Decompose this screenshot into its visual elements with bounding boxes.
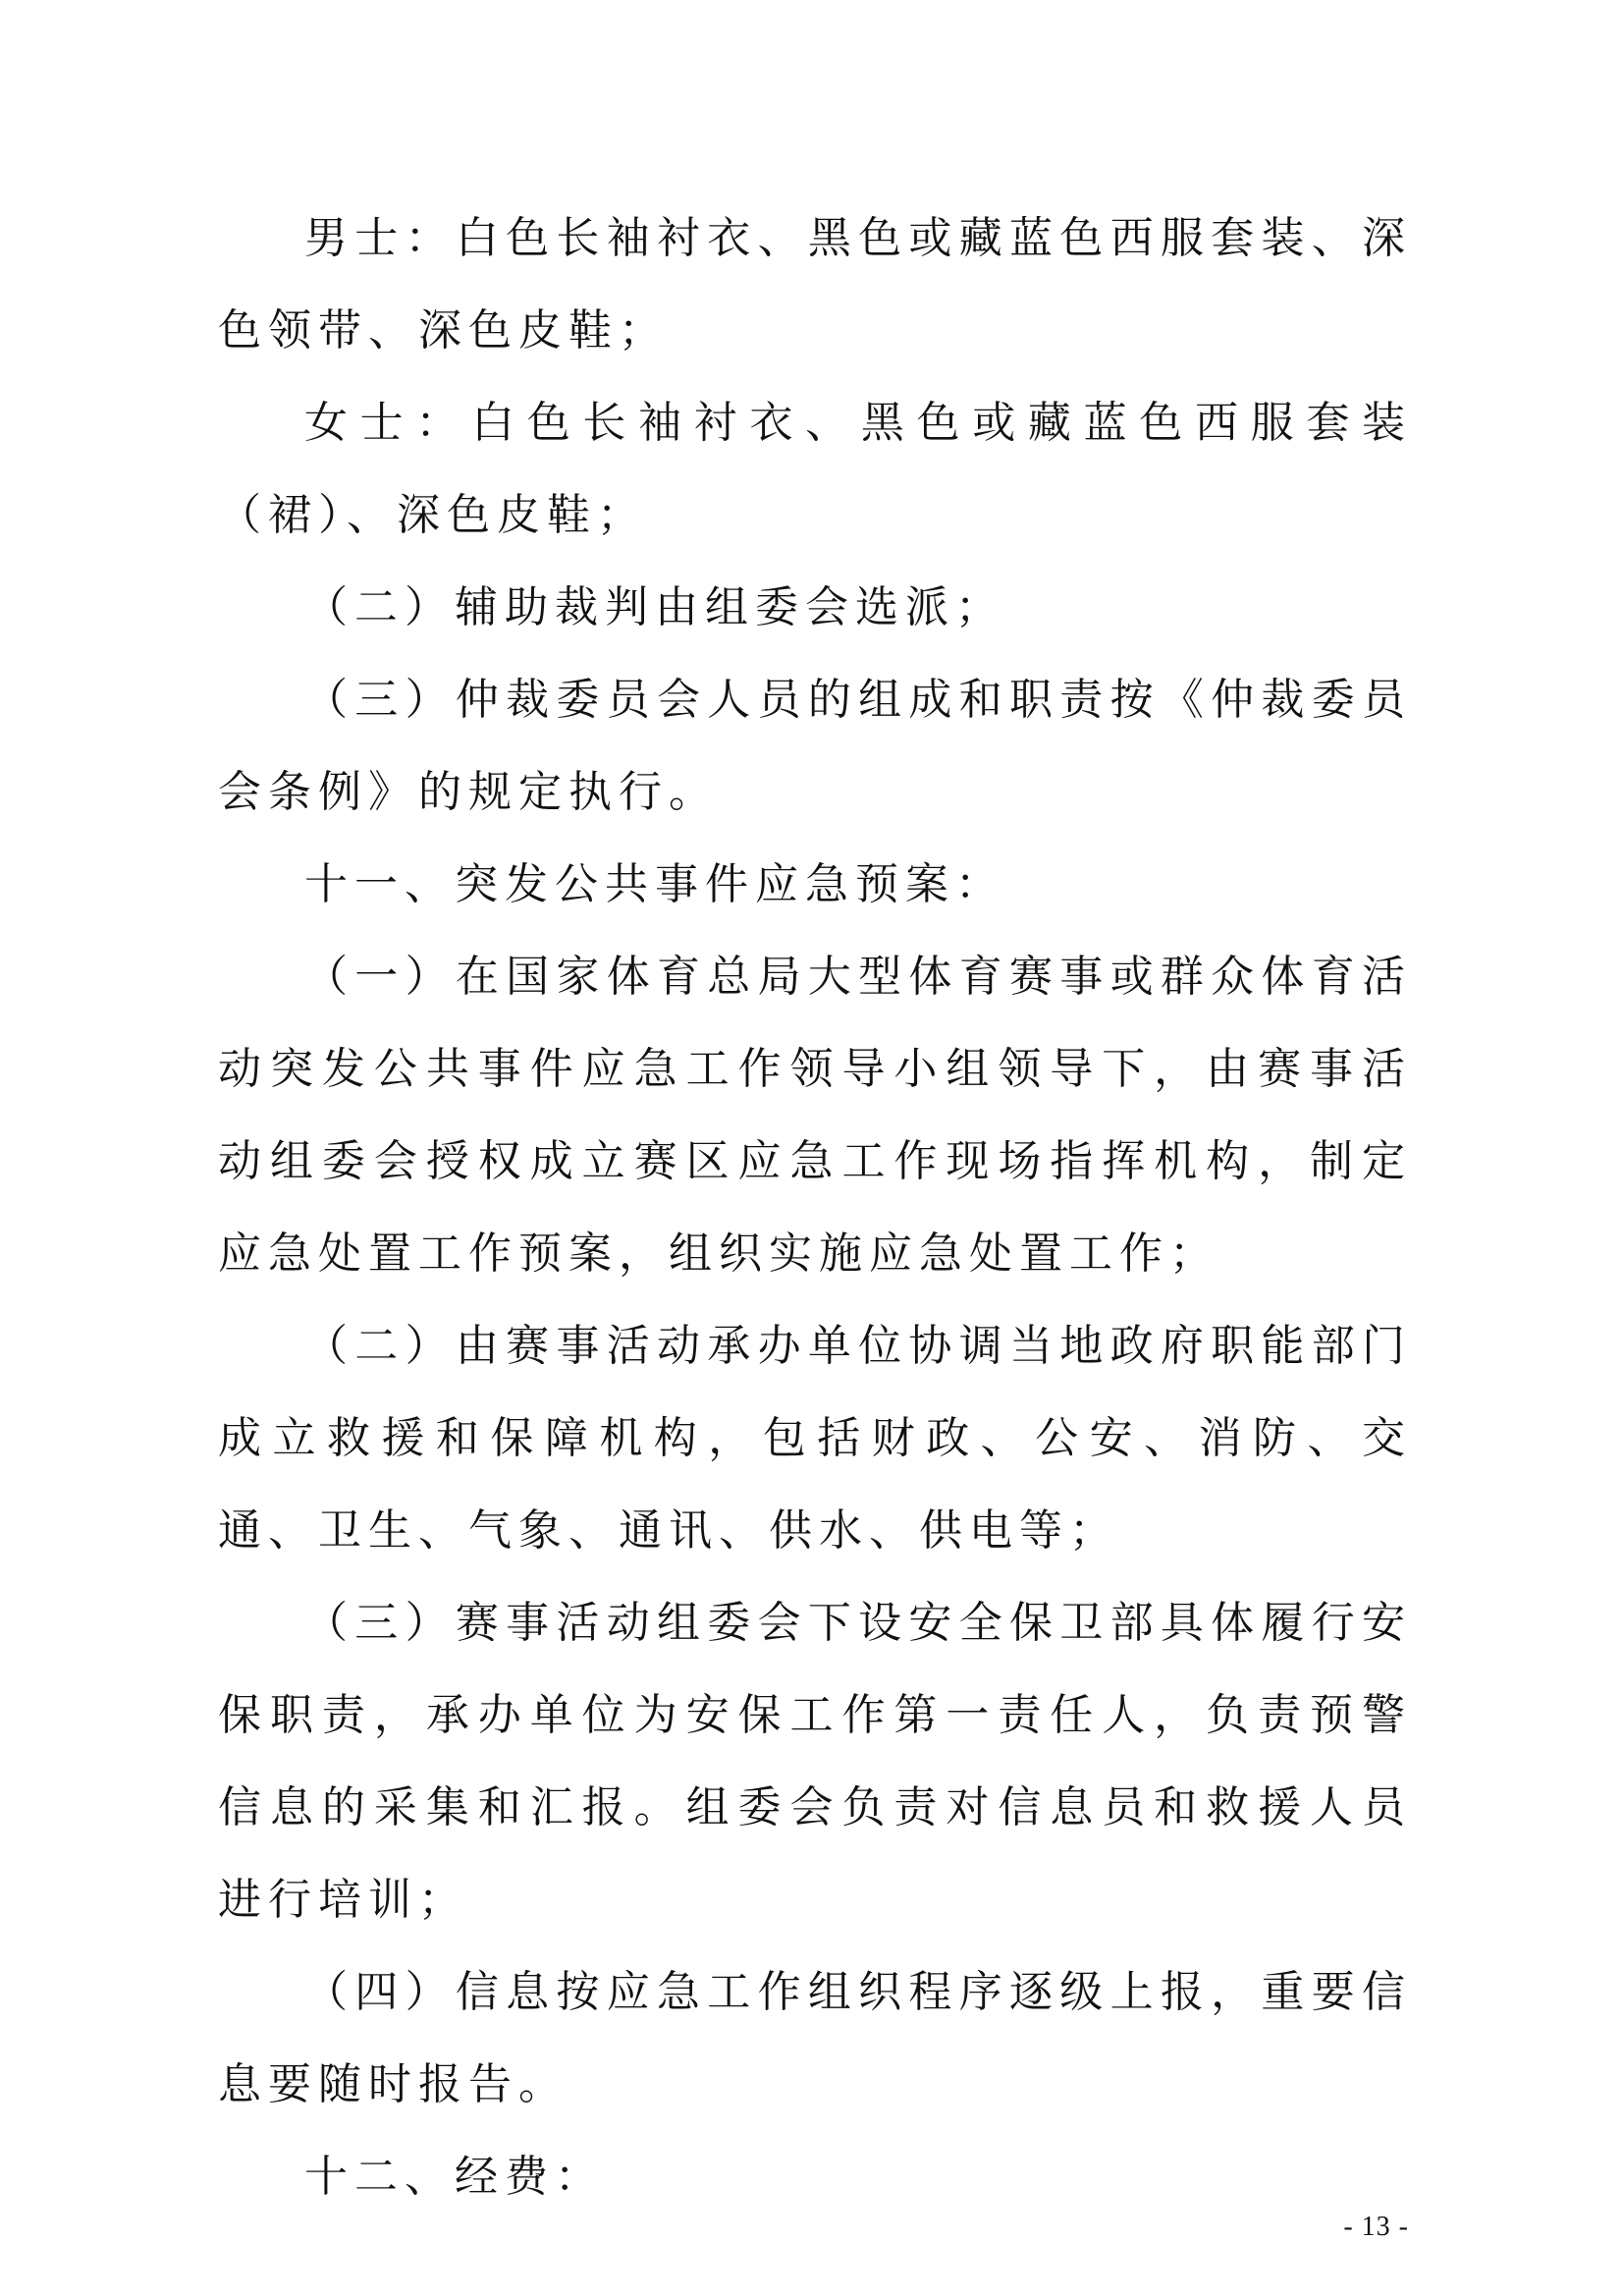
paragraph-security-department: （三）赛事活动组委会下设安全保卫部具体履行安保职责，承办单位为安保工作第一责任人，负责预警信息的采集和汇报。组委会负责对信息员和救援人员进行培训； — [218, 1598, 1412, 1925]
page-number: - 13 - — [1343, 2212, 1409, 2242]
paragraph-women-dress-code: 女士：白色长袖衬衣、黑色或藏蓝色西服套装（裙）、深色皮鞋； — [218, 398, 1412, 540]
paragraph-emergency-command: （一）在国家体育总局大型体育赛事或群众体育活动突发公共事件应急工作领导小组领导下，由赛事活动组委会授权成立赛区应急工作现场指挥机构，制定应急处置工作预案，组织实施应急处置工作； — [218, 952, 1412, 1279]
document-body — [218, 192, 1412, 2223]
paragraph-arbitration-committee: （三）仲裁委员会人员的组成和职责按《仲裁委员会条例》的规定执行。 — [218, 675, 1412, 817]
section-heading-emergency-plan: 十一、突发公共事件应急预案： — [304, 859, 1005, 909]
paragraph-information-reporting: （四）信息按应急工作组织程序逐级上报，重要信息要随时报告。 — [218, 1967, 1412, 2109]
section-heading-funding: 十二、经费： — [304, 2152, 605, 2202]
paragraph-assistant-referees: （二）辅助裁判由组委会选派； — [304, 582, 1005, 632]
paragraph-rescue-support: （二）由赛事活动承办单位协调当地政府职能部门成立救援和保障机构，包括财政、公安、消防、交通、卫生、气象、通讯、供水、供电等； — [218, 1321, 1412, 1556]
paragraph-men-dress-code: 男士：白色长袖衬衣、黑色或藏蓝色西服套装、深色领带、深色皮鞋； — [218, 213, 1412, 355]
